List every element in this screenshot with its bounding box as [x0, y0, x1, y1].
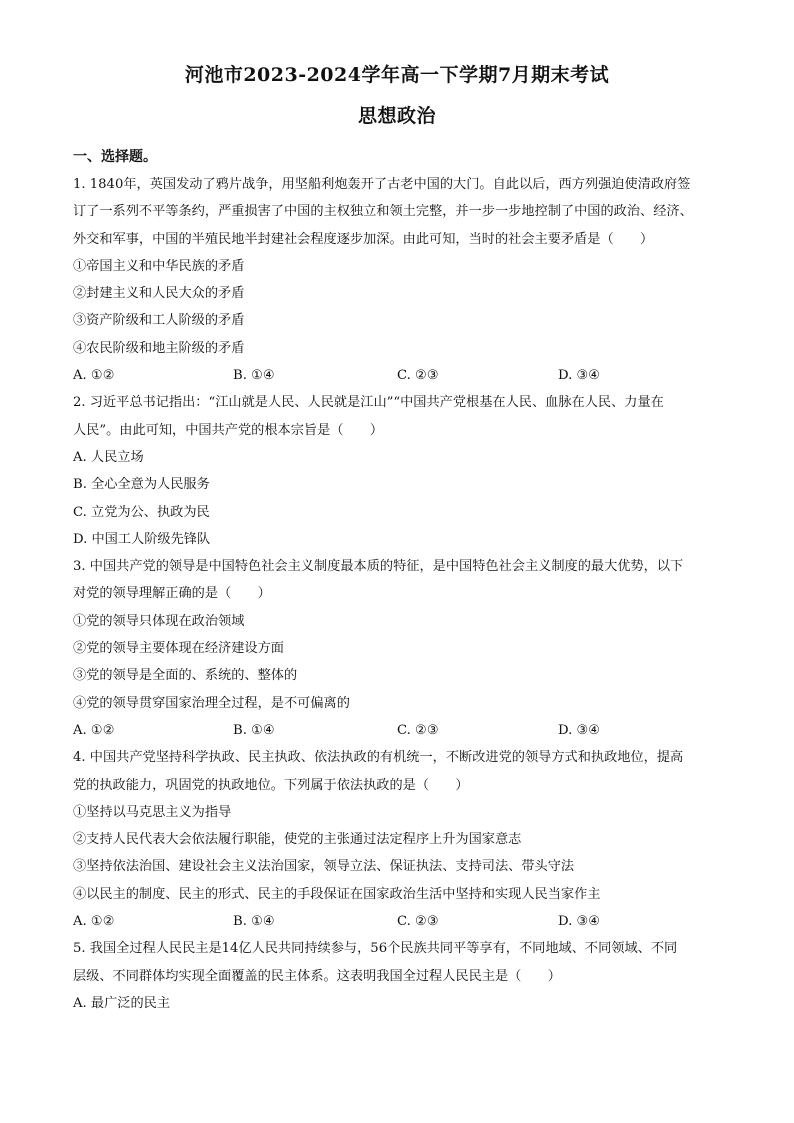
statement-item: ③党的领导是全面的、系统的、整体的 — [73, 668, 298, 684]
answer-choices — [73, 717, 723, 744]
choice-b[interactable]: B. ①④ — [233, 722, 275, 738]
statement-item: ②党的领导主要体现在经济建设方面 — [73, 641, 284, 657]
question-stem-line: 党的执政能力，巩固党的执政地位。下列属于依法执政的是（ ） — [73, 777, 469, 793]
question-3 — [73, 553, 723, 744]
statement-item: ④农民阶级和地主阶级的矛盾 — [73, 340, 245, 356]
choice-c[interactable]: C. ②③ — [397, 914, 439, 930]
choice-a[interactable]: A. ①② — [73, 914, 115, 930]
choice-b[interactable]: B. 全心全意为人民服务 — [73, 477, 210, 493]
question-stem-line: 层级、不同群体均实现全面覆盖的民主体系。这表明我国全过程人民民主是（ ） — [73, 968, 561, 984]
question-stem-line: 外交和军事，中国的半殖民地半封建社会程度逐步加深。由此可知，当时的社会主要矛盾是（ ） — [73, 231, 654, 247]
statement-item: ①党的领导只体现在政治领域 — [73, 613, 245, 629]
statement-item: ②支持人民代表大会依法履行职能，使党的主张通过法定程序上升为国家意志 — [73, 832, 522, 848]
statement-item: ①帝国主义和中华民族的矛盾 — [73, 258, 245, 274]
statement-item: ④以民主的制度、民主的形式、民主的手段保证在国家政治生活中坚持和实现人民当家作主 — [73, 886, 601, 902]
choice-d[interactable]: D. ③④ — [558, 914, 601, 930]
statement-item: ④党的领导贯穿国家治理全过程，是不可偏离的 — [73, 695, 350, 711]
statement-item: ③资产阶级和工人阶级的矛盾 — [73, 313, 245, 329]
question-2 — [73, 389, 723, 553]
choice-c[interactable]: C. 立党为公、执政为民 — [73, 504, 210, 520]
choice-c[interactable]: C. ②③ — [397, 722, 439, 738]
question-stem-line: 1. 1840年，英国发动了鸦片战争，用坚船利炮轰开了古老中国的大门。自此以后，西方列强迫使清政府签 — [73, 177, 691, 192]
statement-item: ②封建主义和人民大众的矛盾 — [73, 286, 245, 302]
question-stem-line: 订了一系列不平等条约，严重损害了中国的主权独立和领土完整，并一步一步地控制了中国的政治、经济、 — [73, 204, 693, 220]
question-stem-line: 4. 中国共产党坚持科学执政、民主执政、依法执政的有机统一，不断改进党的领导方式和执政地位，提高 — [73, 750, 684, 766]
question-list — [73, 171, 723, 1017]
exam-title: 河池市2023-2024学年高一下学期7月期末考试 — [184, 64, 610, 86]
question-4 — [73, 744, 723, 935]
choice-b[interactable]: B. ①④ — [233, 368, 275, 384]
exam-subject: 思想政治 — [357, 105, 436, 127]
choice-a[interactable]: A. ①② — [73, 722, 115, 738]
question-stem-line: 对党的领导理解正确的是（ ） — [73, 586, 271, 602]
question-5 — [73, 935, 723, 1017]
question-1 — [73, 171, 723, 389]
choice-a[interactable]: A. 最广泛的民主 — [73, 995, 171, 1011]
statement-item: ③坚持依法治国、建设社会主义法治国家，领导立法、保证执法、支持司法、带头守法 — [73, 859, 575, 875]
choice-d[interactable]: D. ③④ — [558, 722, 601, 738]
question-stem-line: 人民”。由此可知，中国共产党的根本宗旨是（ ） — [73, 422, 384, 438]
choice-c[interactable]: C. ②③ — [397, 368, 439, 384]
question-stem-line: 2. 习近平总书记指出：“江山就是人民、人民就是江山”“中国共产党根基在人民、血脉在人民、力量在 — [73, 395, 664, 411]
answer-choices — [73, 908, 723, 935]
choice-d[interactable]: D. ③④ — [558, 368, 601, 384]
choice-a[interactable]: A. ①② — [73, 368, 115, 384]
choice-a[interactable]: A. 人民立场 — [73, 449, 144, 465]
statement-item: ①坚持以马克思主义为指导 — [73, 804, 232, 820]
choice-b[interactable]: B. ①④ — [233, 914, 275, 930]
section-heading: 一、选择题。 — [73, 149, 157, 165]
question-stem-line: 5. 我国全过程人民民主是14亿人民共同持续参与，56个民族共同平等享有，不同地域、不同领域、不同 — [73, 941, 678, 957]
question-stem-line: 3. 中国共产党的领导是中国特色社会主义制度最本质的特征，是中国特色社会主义制度的最大优势，以下 — [73, 559, 684, 575]
choice-d[interactable]: D. 中国工人阶级先锋队 — [73, 531, 211, 547]
answer-choices — [73, 362, 723, 389]
